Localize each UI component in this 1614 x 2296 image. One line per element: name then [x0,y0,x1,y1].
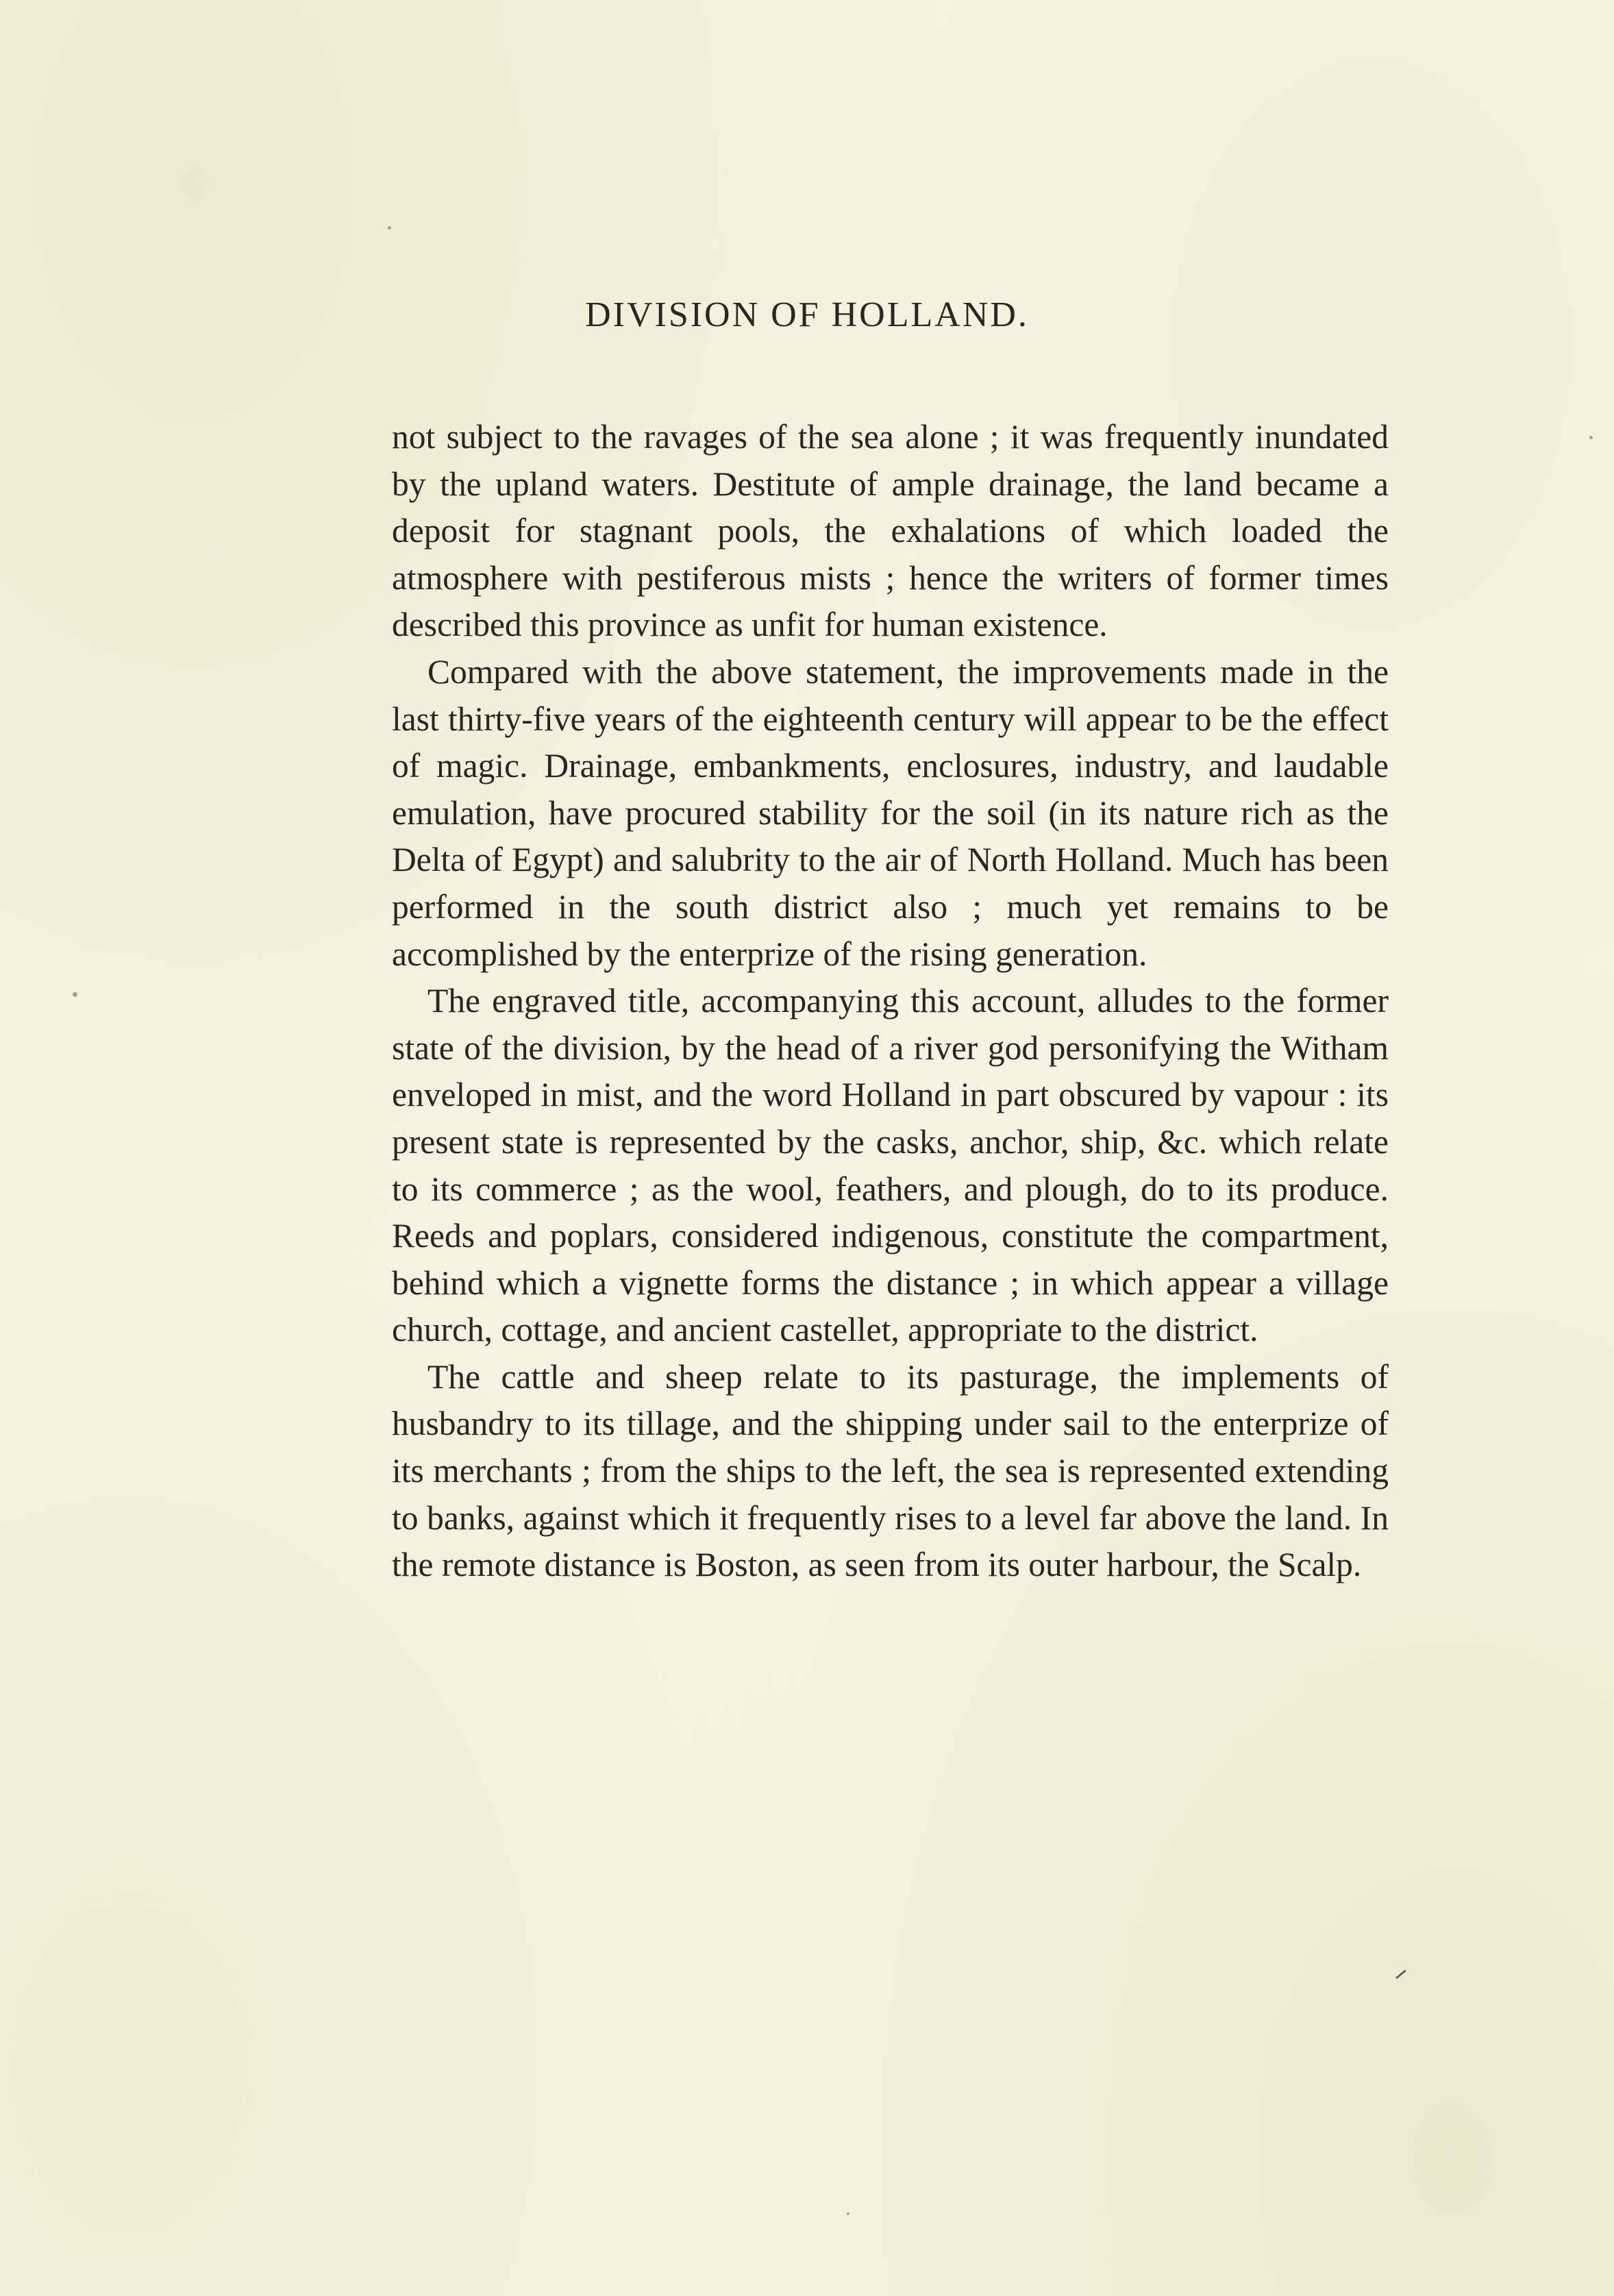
paragraph-improvements: Compared with the above statement, the improvements made in the last thirty-five years of the eighteenth century will appear to be the effect of magic. Drainage, embankments, enclosures, industry, and laudable emulation, have procured stability for the soil (in its nature rich as the Delta of Egypt) and salubrity to the air of North Holland. Much has been performed in the south district also ; much yet remains to be accomplished by the enterprize of the rising generation. [392,652,1389,973]
paragraph-cattle-and-sheep: The cattle and sheep relate to its pasturage, the implements of husbandry to its tillage, and the shipping under sail to the enterprize of its merchants ; from the ships to the left, the sea is represented extending to banks, against which it frequently rises to a level far above the land. In the remote distance is Boston, as seen from its outer harbour, the Scalp. [392,1357,1389,1584]
paper-speck [1589,436,1593,439]
pencil-mark [1395,1970,1406,1979]
paragraph-engraved-title: The engraved title, accompanying this account, alludes to the former state of the division, by the head of a river god personifying the Witham enveloped in mist, and the word Holland in part obscured by vapour : its present state is represented by the casks, anchor, ship, &c. which relate to its commerce ; as the wool, feathers, and plough, do to its produce. Reeds and poplars, considered indigenous, constitute the compartment, behind which a vignette forms the distance ; in which appear a village church, cottage, and ancient castellet, appropriate to the district. [392,982,1389,1349]
paragraph-continuation: not subject to the ravages of the sea alone ; it was frequently inundated by the upland waters. Destitute of ample drainage, the land became a deposit for stagnant pools, the exhalations of which loaded the atmosphere with pestiferous mists ; hence the writers of former times described this province as unfit for human existence. [392,418,1389,644]
paper-speck [73,992,77,997]
paper-speck [388,226,391,230]
paper-speck [847,2212,849,2215]
body-text [392,414,1389,1589]
running-title: DIVISION OF HOLLAND. [585,295,1029,334]
